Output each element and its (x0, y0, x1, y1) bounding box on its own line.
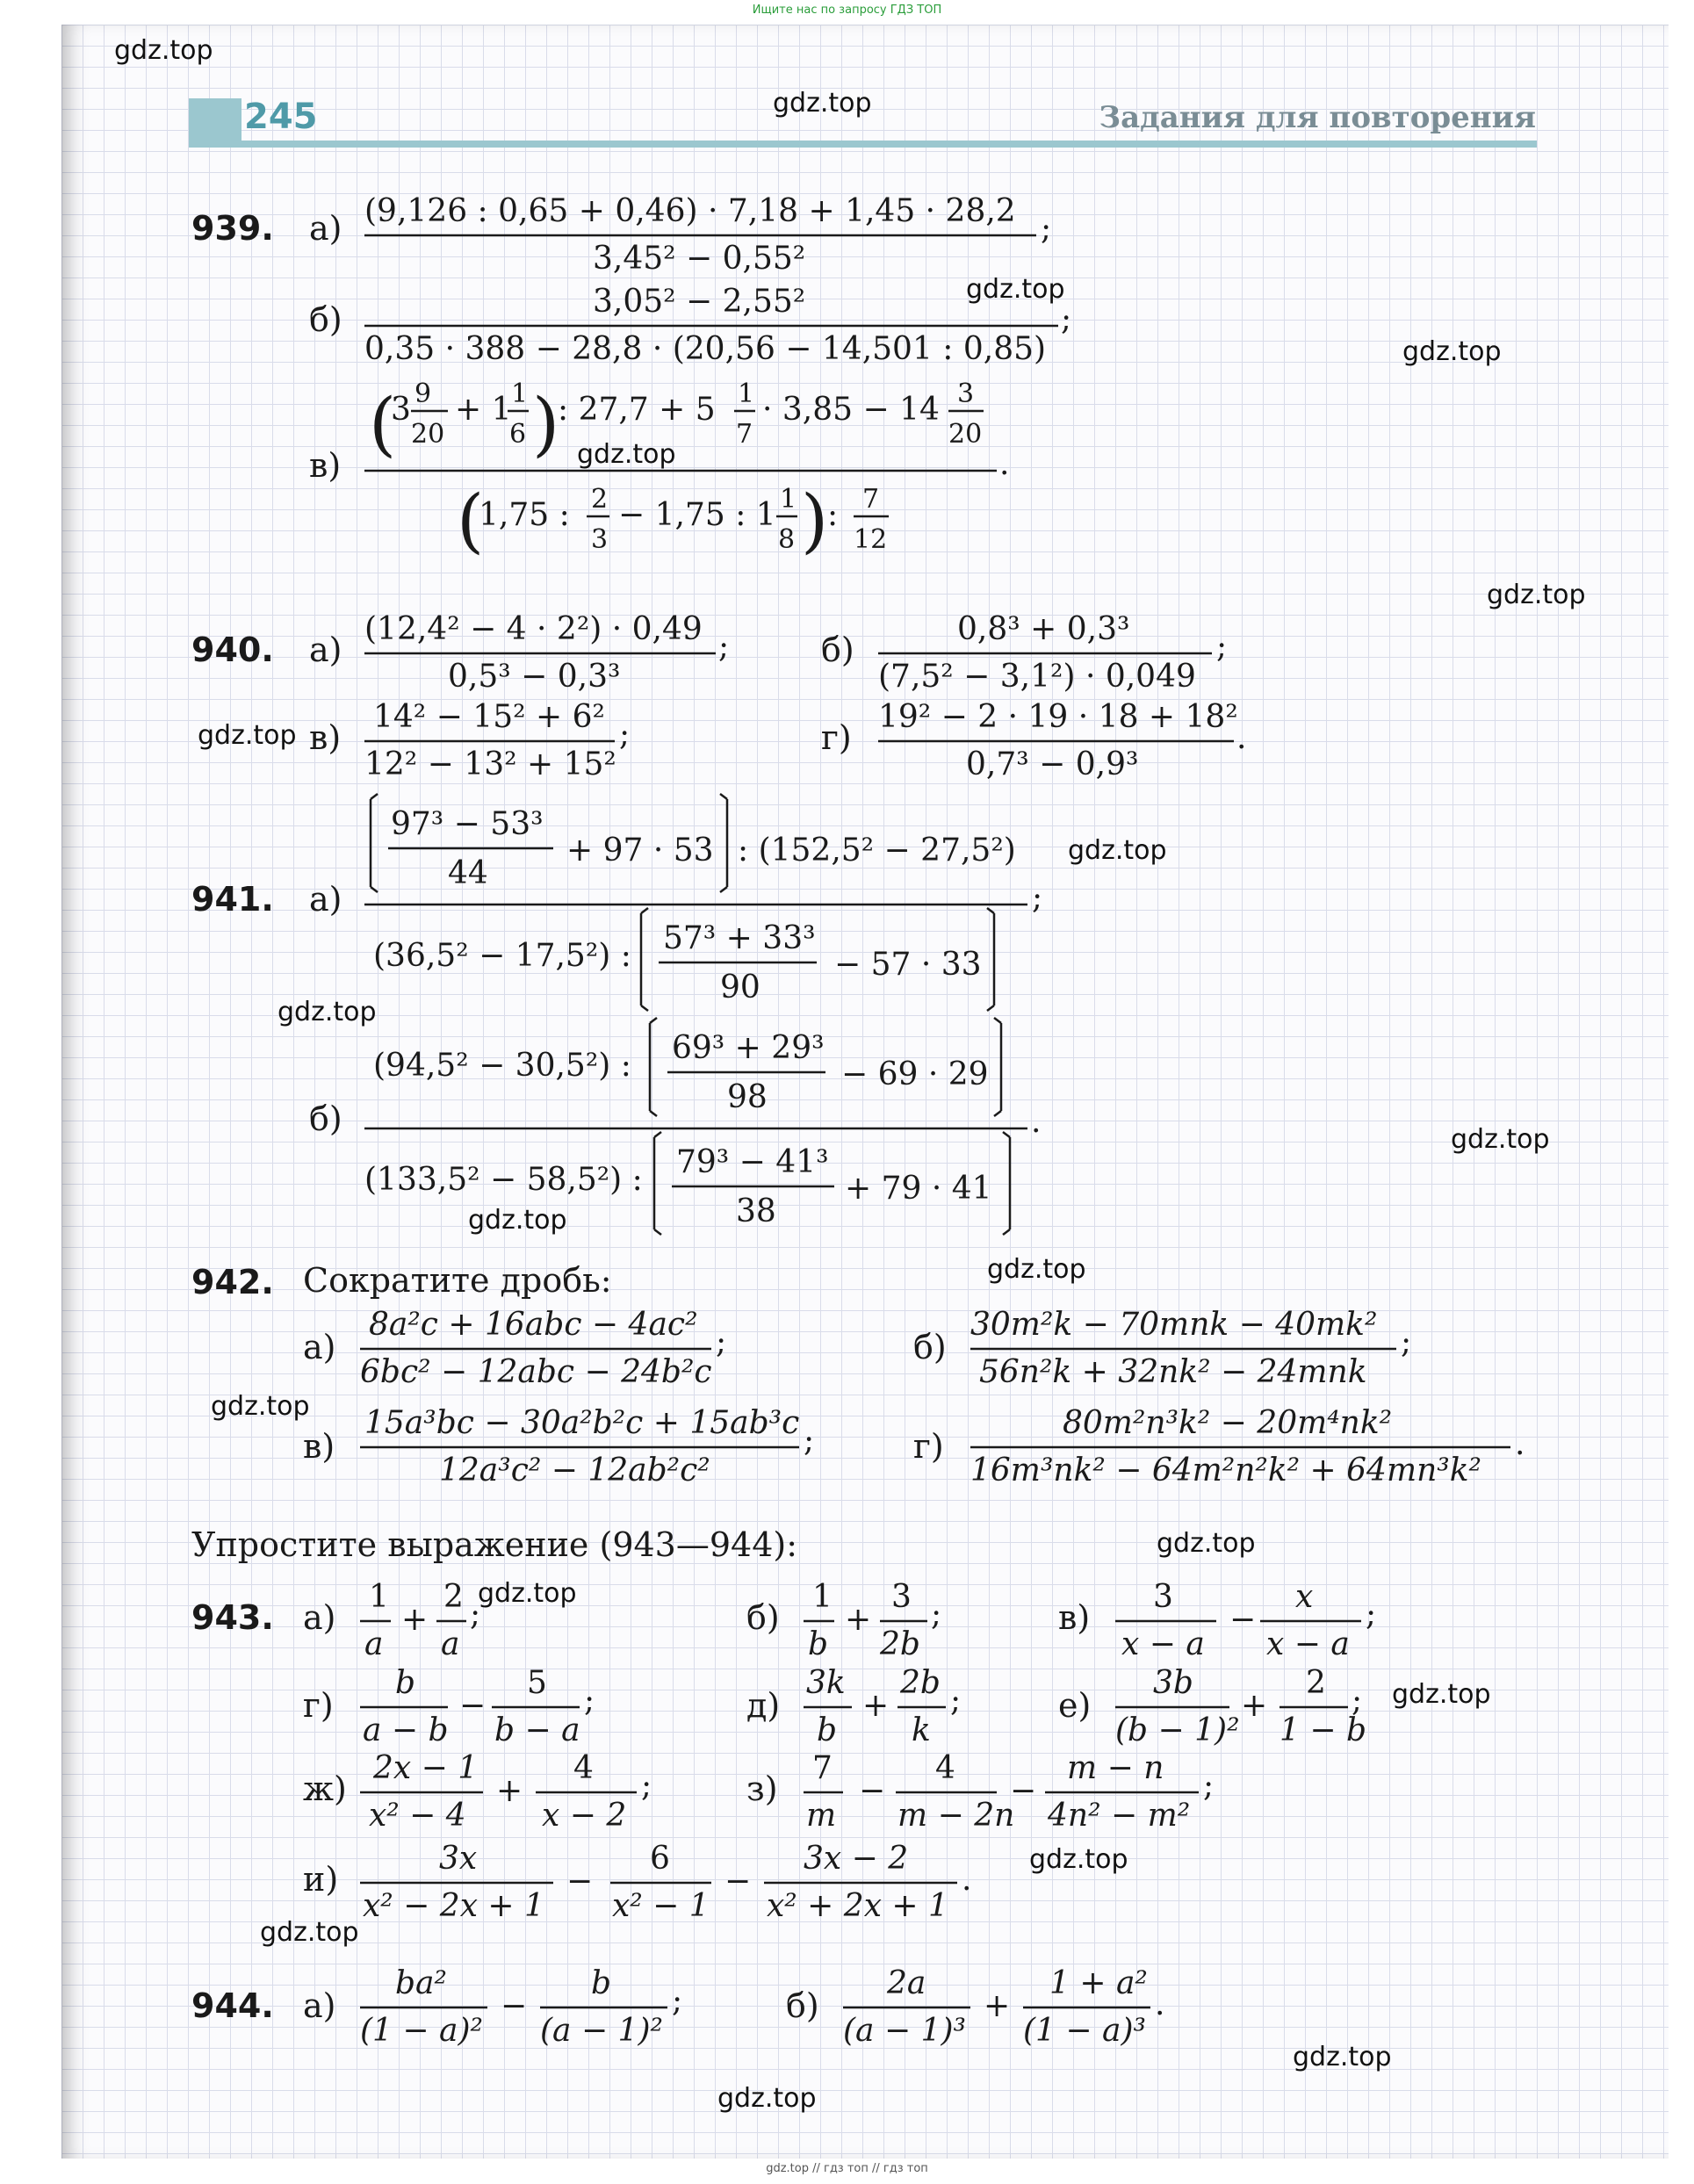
svg-text:;: ; (1366, 1597, 1377, 1633)
svg-text:(b − 1)²: (b − 1)² (1115, 1712, 1240, 1748)
watermark: gdz.top (198, 720, 297, 751)
svg-text:12: 12 (854, 524, 888, 555)
svg-text:−: − (724, 1863, 752, 1899)
svg-text:19² − 2 · 19 · 18 + 18²: 19² − 2 · 19 · 18 + 18² (878, 699, 1238, 735)
svg-text:1,75 :: 1,75 : (479, 497, 570, 533)
svg-text:;: ; (470, 1597, 481, 1633)
problem-943-d-expression (799, 1658, 992, 1750)
svg-text:;: ; (1032, 880, 1043, 916)
watermark: gdz.top (577, 439, 676, 470)
bottom-banner: gdz.top // гдз топ // гдз топ (766, 2162, 928, 2175)
page-number-marker (189, 98, 241, 141)
svg-text:−: − (859, 1773, 886, 1809)
svg-text:1: 1 (780, 484, 797, 515)
svg-text:x² − 4: x² − 4 (369, 1798, 466, 1834)
problem-940-a-label: а) (309, 631, 342, 669)
svg-text:· 3,85 − 14: · 3,85 − 14 (762, 392, 940, 428)
svg-text:3: 3 (591, 524, 609, 555)
svg-text:.: . (999, 446, 1010, 482)
svg-text:6: 6 (650, 1841, 670, 1877)
svg-text:+ 97 · 53: + 97 · 53 (566, 833, 714, 869)
svg-text:m: m (806, 1798, 837, 1834)
problem-939-b-label: б) (309, 300, 342, 339)
problem-942-b-expression (966, 1300, 1423, 1392)
problem-944-b-expression (839, 1958, 1207, 2055)
svg-text:;: ; (1401, 1324, 1412, 1360)
problem-943-e-label: е) (1058, 1686, 1092, 1725)
problem-940-b-expression (874, 604, 1251, 696)
svg-text:69³ + 29³: 69³ + 29³ (672, 1030, 825, 1066)
problem-943-number: 943. (191, 1598, 274, 1637)
svg-text:x − a: x − a (1121, 1626, 1205, 1662)
svg-text:;: ; (804, 1423, 815, 1459)
svg-text:.: . (1236, 720, 1247, 756)
problem-940-g-label: г) (821, 718, 852, 757)
svg-text:1: 1 (511, 378, 529, 409)
problem-940-g-expression (874, 692, 1269, 789)
svg-text:;: ; (641, 1768, 652, 1804)
watermark: gdz.top (1068, 835, 1167, 866)
svg-text:1 − b: 1 − b (1280, 1712, 1366, 1748)
problem-940-number: 940. (191, 631, 274, 669)
watermark: gdz.top (1402, 336, 1502, 367)
svg-text:(12,4² − 4 · 2²) · 0,49: (12,4² − 4 · 2²) · 0,49 (364, 611, 703, 647)
svg-text:4n² − m²: 4n² − m² (1048, 1798, 1191, 1834)
svg-text:): ) (532, 383, 560, 465)
svg-text:(36,5² − 17,5²) :: (36,5² − 17,5²) : (373, 938, 631, 974)
svg-text:20: 20 (948, 419, 983, 450)
svg-text:0,5³ − 0,3³: 0,5³ − 0,3³ (448, 659, 621, 695)
svg-text:7: 7 (812, 1750, 833, 1786)
svg-text:3: 3 (1153, 1579, 1173, 1615)
watermark: gdz.top (114, 35, 213, 66)
svg-text:56n²k + 32nk² − 24mnk: 56n²k + 32nk² − 24mnk (979, 1354, 1367, 1390)
svg-text:a: a (441, 1626, 460, 1662)
svg-text:(9,126 : 0,65 + 0,46) · 7,18 +: (9,126 : 0,65 + 0,46) · 7,18 + 1,45 · 28,2 (364, 193, 1016, 229)
svg-text:79³ − 41³: 79³ − 41³ (676, 1144, 829, 1180)
svg-text:.: . (1031, 1104, 1042, 1140)
simplify-title: Упростите выражение (943—944): (191, 1525, 798, 1564)
svg-text:x − 2: x − 2 (542, 1798, 627, 1834)
svg-text:x² + 2x + 1: x² + 2x + 1 (767, 1888, 948, 1924)
svg-text:(94,5² − 30,5²) :: (94,5² − 30,5²) : (373, 1048, 631, 1084)
svg-text:;: ; (950, 1683, 962, 1719)
svg-text:3x: 3x (439, 1841, 478, 1877)
svg-text:3x − 2: 3x − 2 (804, 1841, 909, 1877)
svg-text:44: 44 (448, 855, 488, 891)
svg-text:b: b (395, 1665, 416, 1701)
svg-text:+: + (862, 1688, 890, 1724)
svg-text:b − a: b − a (494, 1712, 580, 1748)
problem-943-g-label: г) (303, 1686, 334, 1725)
watermark: gdz.top (1487, 580, 1586, 610)
watermark: gdz.top (773, 88, 872, 119)
svg-text:1 + a²: 1 + a² (1049, 1965, 1148, 2001)
svg-text:30m²k − 70mnk − 40mk²: 30m²k − 70mnk − 40mk² (970, 1307, 1378, 1343)
problem-942-a-label: а) (303, 1328, 336, 1366)
svg-text:98: 98 (727, 1079, 768, 1115)
svg-text:8a²c + 16abc − 4ac²: 8a²c + 16abc − 4ac² (369, 1307, 698, 1343)
problem-943-e-expression (1111, 1658, 1392, 1755)
svg-text:.: . (1155, 1986, 1165, 2022)
svg-text:x² − 2x + 1: x² − 2x + 1 (363, 1888, 544, 1924)
svg-text:4: 4 (573, 1750, 594, 1786)
svg-text:b: b (817, 1712, 838, 1748)
svg-text:6: 6 (509, 419, 527, 450)
svg-text:.: . (1515, 1426, 1525, 1462)
watermark: gdz.top (1029, 1844, 1128, 1875)
problem-944-a-label: а) (303, 1986, 336, 2025)
svg-text:2x − 1: 2x − 1 (373, 1750, 479, 1786)
watermark: gdz.top (211, 1391, 310, 1422)
svg-text:3: 3 (391, 392, 411, 428)
problem-940-a-expression (360, 604, 746, 696)
svg-text:97³ − 53³: 97³ − 53³ (391, 806, 544, 842)
svg-text:m − n: m − n (1067, 1750, 1164, 1786)
watermark: gdz.top (966, 274, 1065, 305)
svg-text:x: x (1295, 1579, 1314, 1615)
svg-text:;: ; (619, 717, 631, 753)
svg-text:0,8³ + 0,3³: 0,8³ + 0,3³ (957, 611, 1130, 647)
svg-text:(7,5² − 3,1²) · 0,049: (7,5² − 3,1²) · 0,049 (878, 659, 1196, 695)
svg-text:;: ; (584, 1683, 595, 1719)
watermark: gdz.top (1451, 1124, 1550, 1155)
problem-943-a-label: а) (303, 1598, 336, 1637)
problem-939-a-label: а) (309, 209, 342, 248)
problem-943-a-expression (356, 1572, 505, 1664)
svg-text:14² − 15² + 6²: 14² − 15² + 6² (373, 699, 605, 735)
svg-text:9: 9 (414, 378, 432, 409)
svg-text:− 1,75 : 1: − 1,75 : 1 (618, 497, 776, 533)
svg-text:x − a: x − a (1266, 1626, 1350, 1662)
problem-943-b-expression (799, 1572, 992, 1664)
svg-text:(1 − a)²: (1 − a)² (360, 2013, 483, 2049)
problem-943-zh-expression (356, 1743, 672, 1835)
svg-text:3k: 3k (806, 1665, 846, 1701)
svg-text:;: ; (931, 1597, 942, 1633)
svg-text:.: . (962, 1862, 972, 1898)
svg-text:−: − (566, 1863, 594, 1899)
svg-text:8: 8 (778, 524, 796, 555)
svg-text:b: b (591, 1965, 612, 2001)
problem-942-g-expression (966, 1398, 1546, 1495)
svg-text:(: ( (457, 479, 485, 561)
problem-943-i-expression (356, 1834, 988, 1930)
header-rule (189, 141, 1537, 148)
svg-text:3: 3 (957, 378, 975, 409)
svg-text:3: 3 (891, 1579, 912, 1615)
problem-942-g-label: г) (913, 1427, 944, 1466)
svg-text:57³ + 33³: 57³ + 33³ (663, 920, 816, 956)
svg-text:;: ; (1061, 301, 1072, 337)
svg-text:(a − 1)²: (a − 1)² (540, 2013, 663, 2049)
svg-text:−: − (501, 1988, 528, 2024)
svg-text:6bc² − 12abc − 24b²c: 6bc² − 12abc − 24b²c (360, 1354, 712, 1390)
svg-text:;: ; (718, 629, 730, 665)
problem-941-b-expression (360, 1014, 1080, 1234)
svg-text:+ 79 · 41: + 79 · 41 (845, 1171, 992, 1207)
svg-text:+: + (496, 1773, 523, 1809)
svg-text:− 57 · 33: − 57 · 33 (834, 947, 982, 983)
problem-943-z-label: з) (746, 1770, 778, 1808)
svg-text:1: 1 (738, 378, 755, 409)
problem-943-v-expression (1111, 1572, 1409, 1664)
svg-text:80m²n³k² − 20m⁴nk²: 80m²n³k² − 20m⁴nk² (1063, 1405, 1393, 1441)
problem-939-a-expression (360, 186, 1080, 277)
problem-941-a-expression (360, 790, 1080, 1010)
svg-text:a − b: a − b (363, 1712, 449, 1748)
svg-text:ba²: ba² (395, 1965, 447, 2001)
problem-942-title: Сократите дробь: (303, 1261, 612, 1300)
svg-text:4: 4 (935, 1750, 955, 1786)
svg-text:1: 1 (812, 1579, 833, 1615)
svg-text:(: ( (369, 383, 397, 465)
svg-text:k: k (912, 1712, 931, 1748)
problem-944-number: 944. (191, 1986, 274, 2025)
svg-text:;: ; (1041, 211, 1052, 247)
problem-939-v-expression (360, 369, 1027, 580)
svg-text:3b: 3b (1153, 1665, 1193, 1701)
svg-text:−: − (1010, 1773, 1037, 1809)
problem-940-v-label: в) (309, 718, 342, 757)
svg-text:90: 90 (720, 969, 760, 1006)
section-title: Задания для повторения (1099, 100, 1536, 135)
svg-text:2b: 2b (880, 1626, 920, 1662)
watermark: gdz.top (1392, 1679, 1491, 1710)
problem-942-v-label: в) (303, 1427, 335, 1466)
svg-text:7: 7 (862, 484, 880, 515)
svg-text:+: + (984, 1988, 1011, 2024)
svg-text:a: a (364, 1626, 384, 1662)
svg-text:16m³nk² − 64m²n²k² + 64mn³k²: 16m³nk² − 64m²n²k² + 64mn³k² (970, 1452, 1481, 1488)
svg-text:(1 − a)³: (1 − a)³ (1023, 2013, 1146, 2049)
svg-text:;: ; (716, 1324, 727, 1360)
problem-941-b-label: б) (309, 1099, 342, 1138)
watermark: gdz.top (1157, 1528, 1256, 1559)
problem-942-number: 942. (191, 1263, 274, 1301)
page-number: 245 (244, 97, 318, 137)
svg-text:): ) (801, 479, 829, 561)
svg-text:0,7³ − 0,9³: 0,7³ − 0,9³ (966, 746, 1139, 782)
watermark: gdz.top (260, 1917, 359, 1948)
svg-text:;: ; (1216, 629, 1228, 665)
svg-text:;: ; (672, 1983, 683, 2019)
svg-text:: (152,5² − 27,5²): : (152,5² − 27,5²) (738, 833, 1016, 869)
problem-942-v-expression (356, 1398, 830, 1490)
svg-text:7: 7 (736, 419, 753, 450)
watermark: gdz.top (278, 997, 377, 1027)
svg-text:1: 1 (369, 1579, 389, 1615)
problem-943-i-label: и) (303, 1860, 339, 1899)
svg-text:5: 5 (527, 1665, 547, 1701)
watermark: gdz.top (1293, 2042, 1392, 2072)
svg-text:20: 20 (411, 419, 445, 450)
watermark: gdz.top (468, 1205, 567, 1236)
problem-944-b-label: б) (786, 1986, 819, 2025)
problem-943-v-label: в) (1058, 1598, 1091, 1637)
svg-text:(a − 1)³: (a − 1)³ (843, 2013, 966, 2049)
svg-text:: 27,7 + 5: : 27,7 + 5 (558, 392, 716, 428)
problem-943-zh-label: ж) (303, 1770, 347, 1808)
svg-text:− 69 · 29: − 69 · 29 (841, 1056, 989, 1092)
problem-939-b-expression (360, 277, 1080, 373)
top-banner: Ищите нас по запросу ГДЗ ТОП (752, 4, 942, 17)
svg-text:−: − (459, 1688, 487, 1724)
problem-944-a-expression (356, 1958, 724, 2055)
problem-939-number: 939. (191, 209, 274, 248)
problem-943-d-label: д) (746, 1686, 781, 1725)
problem-939-v-label: в) (309, 446, 342, 485)
svg-text:+: + (845, 1602, 872, 1638)
watermark: gdz.top (987, 1254, 1086, 1285)
problem-942-a-expression (356, 1300, 742, 1392)
svg-text:;: ; (1203, 1768, 1215, 1804)
problem-941-number: 941. (191, 880, 274, 919)
svg-text:;: ; (1352, 1683, 1363, 1719)
svg-text:+: + (1241, 1688, 1268, 1724)
svg-text:2: 2 (443, 1579, 464, 1615)
svg-text:15a³bc − 30a²b²c + 15ab³c: 15a³bc − 30a²b²c + 15ab³c (364, 1405, 800, 1441)
svg-text:2: 2 (591, 484, 609, 515)
watermark: gdz.top (717, 2083, 817, 2114)
svg-text:2a: 2a (887, 1965, 926, 2001)
watermark: gdz.top (478, 1578, 577, 1609)
svg-text:38: 38 (736, 1193, 776, 1229)
problem-943-g-expression (356, 1658, 628, 1750)
svg-text:b: b (808, 1626, 829, 1662)
problem-940-b-label: б) (821, 631, 854, 669)
svg-text:2b: 2b (900, 1665, 941, 1701)
problem-941-a-label: а) (309, 880, 342, 919)
svg-text:(133,5² − 58,5²) :: (133,5² − 58,5²) : (364, 1162, 643, 1198)
svg-text:2: 2 (1306, 1665, 1326, 1701)
problem-943-z-expression (799, 1743, 1256, 1835)
svg-text:−: − (1229, 1602, 1257, 1638)
svg-text:12a³c² − 12ab²c²: 12a³c² − 12ab²c² (439, 1452, 710, 1488)
svg-text:+: + (401, 1602, 429, 1638)
svg-text::: : (827, 497, 839, 533)
svg-text:x² − 1: x² − 1 (612, 1888, 710, 1924)
svg-text:3,45² − 0,55²: 3,45² − 0,55² (593, 241, 806, 277)
svg-text:+ 1: + 1 (455, 392, 512, 428)
problem-940-v-expression (360, 692, 711, 784)
problem-943-b-label: б) (746, 1598, 780, 1637)
svg-text:3,05² − 2,55²: 3,05² − 2,55² (593, 284, 806, 320)
svg-text:12² − 13² + 15²: 12² − 13² + 15² (364, 746, 616, 782)
svg-text:0,35 · 388 − 28,8 · (20,56 − 1: 0,35 · 388 − 28,8 · (20,56 − 14,501 : 0,85) (364, 331, 1047, 367)
svg-text:m − 2n: m − 2n (897, 1798, 1015, 1834)
problem-942-b-label: б) (913, 1328, 947, 1366)
